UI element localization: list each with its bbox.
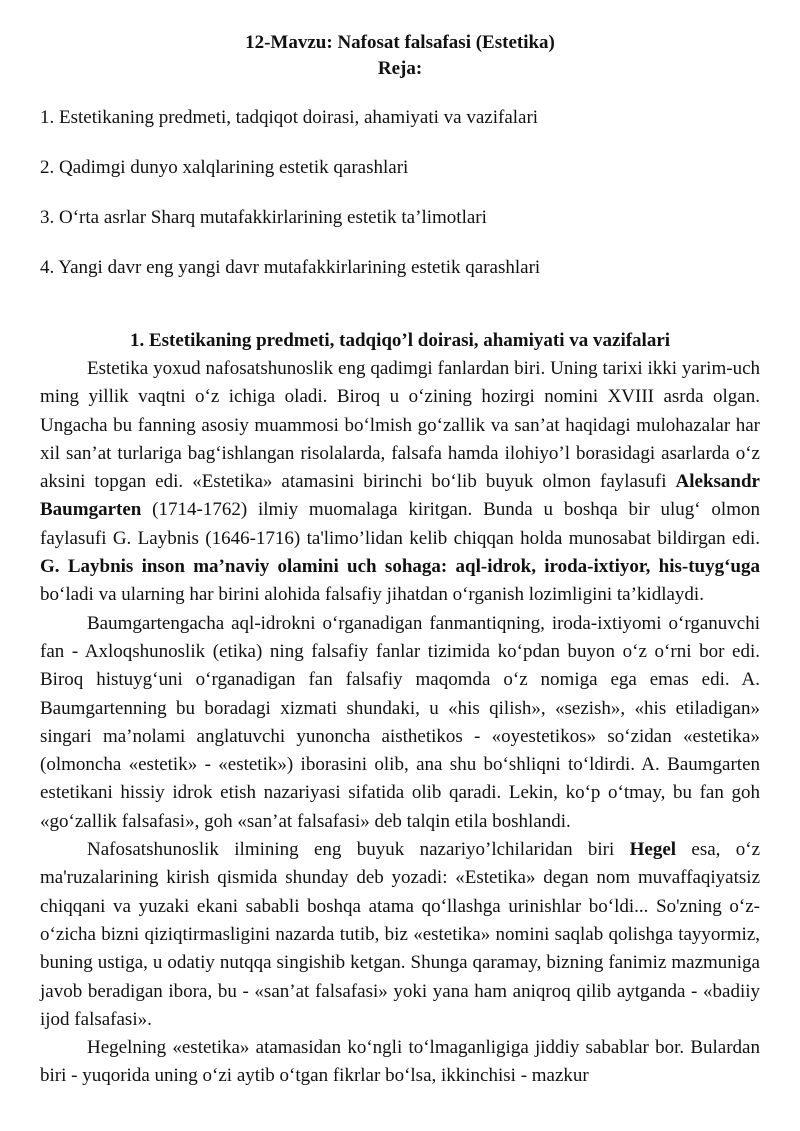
section-heading: 1. Estetikaning predmeti, tadqiqo’l doirasi, ahamiyati va vazifalari xyxy=(129,330,671,351)
hegel-name: Hegel xyxy=(629,839,677,861)
plan-item-1: 1. Estetikaning predmeti, tadqiqot doirasi, ahamiyati va vazifalari xyxy=(40,107,539,128)
plan-list xyxy=(40,104,760,282)
paragraph-1-text-c: (1714-1762) ilmiy muomalaga kiritgan. Bunda u boshqa bir ulug‘ olmon faylasufi G. Laybnis (1646-1716) ta'limo’lidan kelib chiqqan holda munosabat bildirgan edi. xyxy=(40,499,760,549)
paragraph-3-text-c: esa, o‘z ma'ruzalarining kirish qismida shunday deb yozadi: «Estetika» degan nom muvaffaqiyatsiz chiqqani va yuzaki ekani sababli boshqa atama qo‘llashga urinishlar bo‘ldi... So'zning o‘z-o‘zicha bizni qiziqtirmasligini nazarda tutib, biz «estetika» nomini saqlab qolishga tayyormiz, buning ustiga, u odatiy nutqqa singishib ketgan. Shunga qaramay, bizning fanimiz mazmuniga javob beradigan ibora, bu - «san’at falsafasi» yoki yana ham aniqroq qilib aytganda - «badiiy ijod falsafasi». xyxy=(40,839,760,1030)
plan-item-4: 4. Yangi davr eng yangi davr mutafakkirlarining estetik qarashlari xyxy=(40,257,541,278)
plan-item-2: 2. Qadimgi dunyo xalqlarining estetik qarashlari xyxy=(40,157,409,178)
paragraph-1-text-a: Estetika yoxud nafosatshunoslik eng qadimgi fanlardan biri. Uning tarixi ikki yarim-uch ming yillik vaqtni o‘z ichiga oladi. Biroq u o‘zining hozirgi nomini XVIII asrda olgan. Ungacha bu fanning asosiy muammosi bo‘lmish go‘zallik va san’at haqidagi mulohazalar har xil san’at turlariga bag‘ishlangan risolalarda, falsafa hamda ilohiyo’l borasidagi asarlarda o‘z aksini topgan edi. «Estetika» atamasini birinchi bo‘lib buyuk olmon faylasufi xyxy=(40,358,760,493)
plan-item-3: 3. O‘rta asrlar Sharq mutafakkirlarining estetik ta’limotlari xyxy=(40,207,487,228)
baumgarten-name: Aleksandr Baumgarten xyxy=(40,471,760,521)
paragraph-4: Hegelning «estetika» atamasidan ko‘ngli to‘lmaganligiga jiddiy sabablar bor. Bulardan biri - yuqorida uning o‘zi aytib o‘tgan fikrlar bo‘lsa, ikkinchisi - mazkur xyxy=(40,1037,760,1087)
laybnis-statement: G. Laybnis inson ma’naviy olamini uch sohaga: aql-idrok, iroda-ixtiyor, his-tuyg‘uga xyxy=(40,556,760,578)
paragraph-3 xyxy=(40,836,760,1034)
paragraph-2: Baumgartengacha aql-idrokni o‘rganadigan fanmantiqning, iroda-ixtiyomi o‘rganuvchi fan - Axloqshunoslik (etika) ning falsafiy fanlar tizimida ko‘pdan buyon o‘z o‘rni bor edi. Biroq histuyg‘uni o‘rganadigan fan falsafiy maqomda o‘z nomiga ega emas edi. A. Baumgartenning bu boradagi xizmati shundaki, u «his qilish», «sezish», «his etiladigan» singari ma’nolami anglatuvchi yunoncha aisthetikos - «oyestetikos» so‘zidan «estetika» (olmoncha «estetik» - «estetik») iborasini olib, ana shu bo‘shliqni to‘ldirdi. A. Baumgarten estetikani hissiy idrok etish nazariyasi sifatida olib qaradi. Lekin, ko‘p o‘tmay, bu fan goh «go‘zallik falsafasi», goh «san’at falsafasi» deb talqin etila boshlandi. xyxy=(40,612,760,832)
document-title: 12-Mavzu: Nafosat falsafasi (Estetika) xyxy=(245,32,555,53)
paragraph-3-text-a: Nafosatshunoslik ilmining eng buyuk nazariyo’lchilaridan biri xyxy=(87,839,630,861)
paragraph-1 xyxy=(40,355,760,610)
paragraph-1-text-e: bo‘ladi va ularning har birini alohida falsafiy jihatdan o‘rganish lozimligini ta’kidlaydi. xyxy=(40,584,704,606)
plan-heading: Reja: xyxy=(377,58,423,79)
